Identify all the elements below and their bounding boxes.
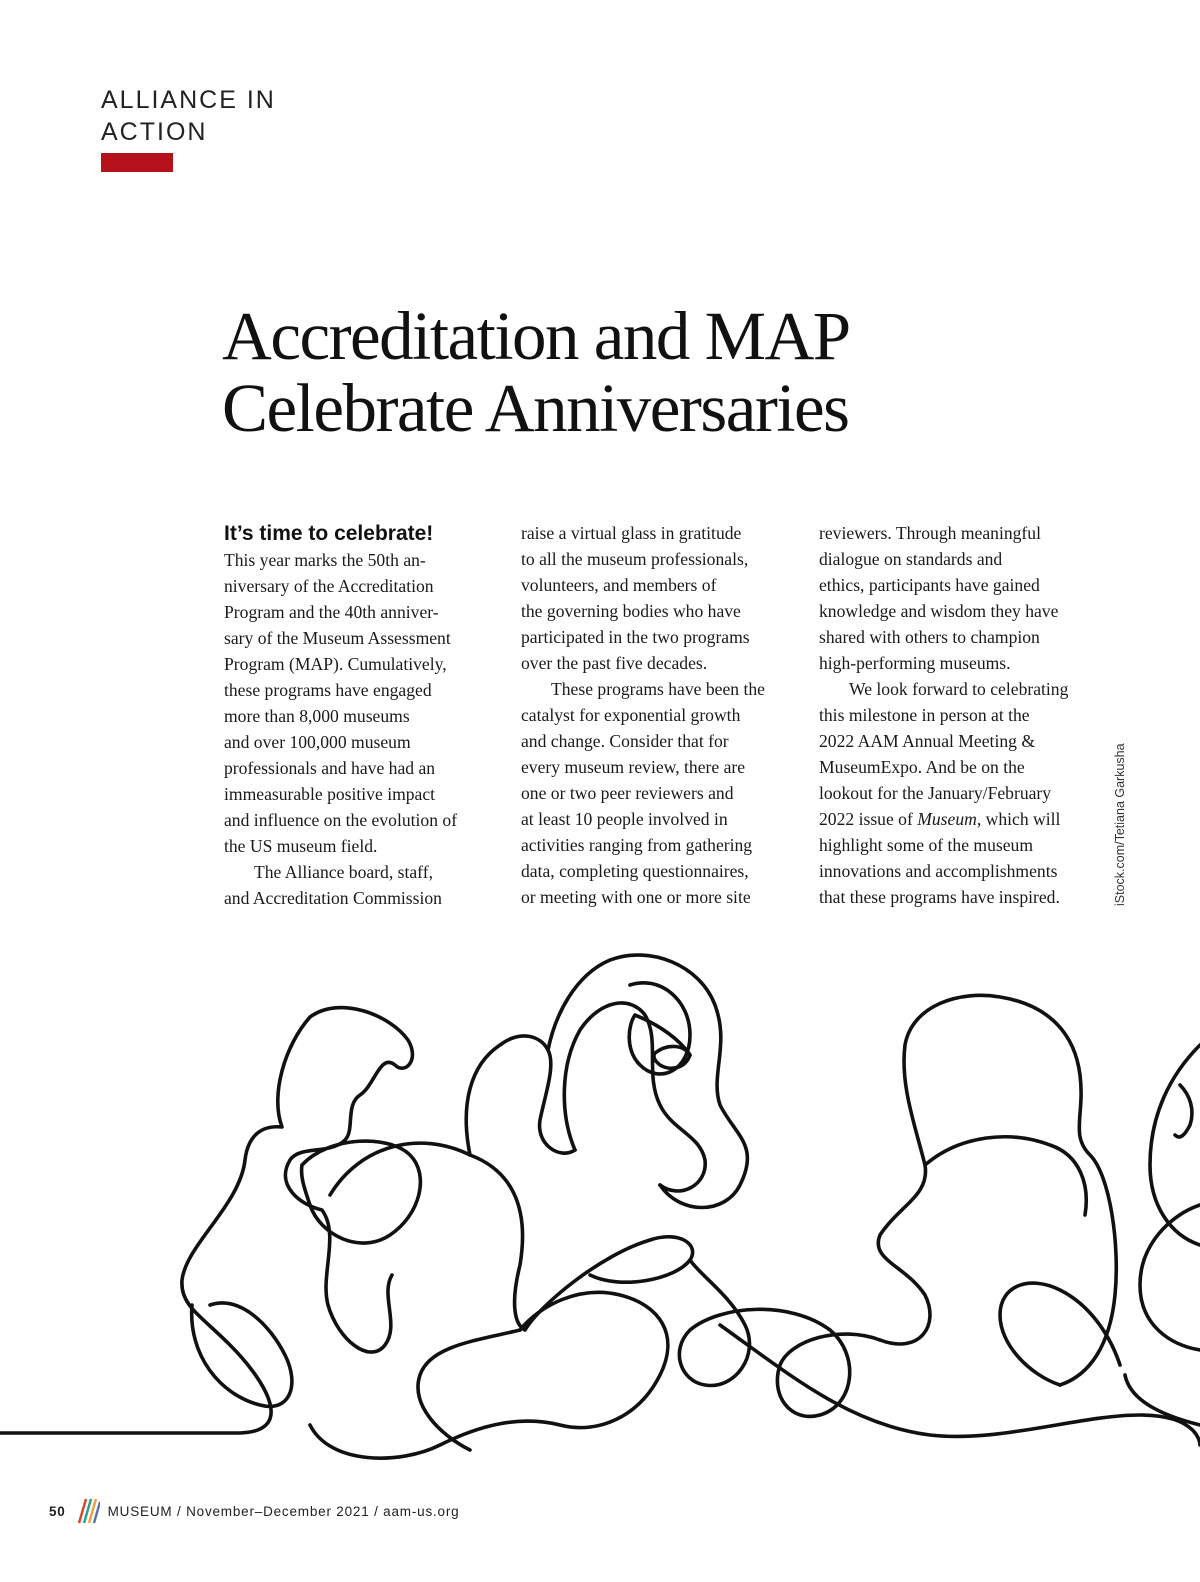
body-line: this milestone in person at the xyxy=(819,705,1030,725)
body-line: We look forward to celebrating xyxy=(849,679,1069,699)
body-line: This year marks the 50th an- xyxy=(224,550,426,570)
body-column-3 xyxy=(819,520,1094,910)
body-line: ethics, participants have gained xyxy=(819,575,1040,595)
line-drawing-people-icon xyxy=(0,945,1200,1490)
body-line: lookout for the January/February xyxy=(819,783,1052,803)
body-line: knowledge and wisdom they have xyxy=(819,601,1059,621)
page-number: 50 xyxy=(49,1503,66,1519)
accent-bar xyxy=(101,153,173,172)
body-line: dialogue on standards and xyxy=(819,549,1003,569)
body-line: reviewers. Through meaningful xyxy=(819,523,1041,543)
body-line: high-performing museums. xyxy=(819,653,1011,673)
body-line: sary of the Museum Assessment xyxy=(224,628,451,648)
article-headline xyxy=(222,300,1122,444)
body-column-2 xyxy=(521,520,796,910)
body-line: Program and the 40th anniver- xyxy=(224,602,439,622)
magazine-name: MUSEUM xyxy=(107,1503,173,1519)
body-line: shared with others to champion xyxy=(819,627,1040,647)
body-line: 2022 AAM Annual Meeting & xyxy=(819,731,1036,751)
page-footer xyxy=(49,1496,459,1526)
kicker: It’s time to celebrate! xyxy=(224,522,434,545)
body-line: and Accreditation Commission xyxy=(224,888,442,908)
body-line: these programs have engaged xyxy=(224,680,432,700)
body-line: at least 10 people involved in xyxy=(521,809,728,829)
body-line: that these programs have inspired. xyxy=(819,887,1060,907)
body-text: , which will xyxy=(976,809,1061,829)
issue-info: / November–December 2021 / aam-us.org xyxy=(172,1503,460,1519)
body-line: innovations and accomplishments xyxy=(819,861,1058,881)
body-line: the governing bodies who have xyxy=(521,601,741,621)
headline-line-2: Celebrate Anniversaries xyxy=(222,370,849,446)
body-column-1 xyxy=(224,520,499,911)
body-line: and influence on the evolution of xyxy=(224,810,458,830)
body-line: MuseumExpo. And be on the xyxy=(819,757,1025,777)
headline-line-1: Accreditation and MAP xyxy=(222,298,850,374)
body-line: every museum review, there are xyxy=(521,757,746,777)
body-line: data, completing questionnaires, xyxy=(521,861,749,881)
body-line: activities ranging from gathering xyxy=(521,835,753,855)
body-line: the US museum field. xyxy=(224,836,378,856)
body-line: participated in the two programs xyxy=(521,627,750,647)
body-line: and over 100,000 museum xyxy=(224,732,411,752)
aam-logo-icon xyxy=(76,1497,100,1525)
section-label-line-2: ACTION xyxy=(101,118,208,146)
body-line xyxy=(819,806,1094,832)
section-label-line-1: ALLIANCE IN xyxy=(101,86,276,114)
body-line: volunteers, and members of xyxy=(521,575,717,595)
photo-credit: iStock.com/Tetiana Garkusha xyxy=(1113,743,1127,906)
body-line: more than 8,000 museums xyxy=(224,706,410,726)
magazine-title-italic: Museum xyxy=(917,809,977,829)
body-line: niversary of the Accreditation xyxy=(224,576,434,596)
body-line: raise a virtual glass in gratitude xyxy=(521,523,742,543)
body-line: and change. Consider that for xyxy=(521,731,729,751)
body-line: professionals and have had an xyxy=(224,758,436,778)
body-line: immeasurable positive impact xyxy=(224,784,436,804)
body-line: Program (MAP). Cumulatively, xyxy=(224,654,447,674)
body-line: or meeting with one or more site xyxy=(521,887,751,907)
body-line: one or two peer reviewers and xyxy=(521,783,734,803)
article-body xyxy=(224,520,1104,920)
body-line: These programs have been the xyxy=(551,679,765,699)
body-line: over the past five decades. xyxy=(521,653,708,673)
body-line: catalyst for exponential growth xyxy=(521,705,741,725)
body-text: 2022 issue of xyxy=(819,809,918,829)
body-line: to all the museum professionals, xyxy=(521,549,749,569)
section-label xyxy=(101,84,276,148)
body-line: The Alliance board, staff, xyxy=(254,862,433,882)
body-line: highlight some of the museum xyxy=(819,835,1034,855)
